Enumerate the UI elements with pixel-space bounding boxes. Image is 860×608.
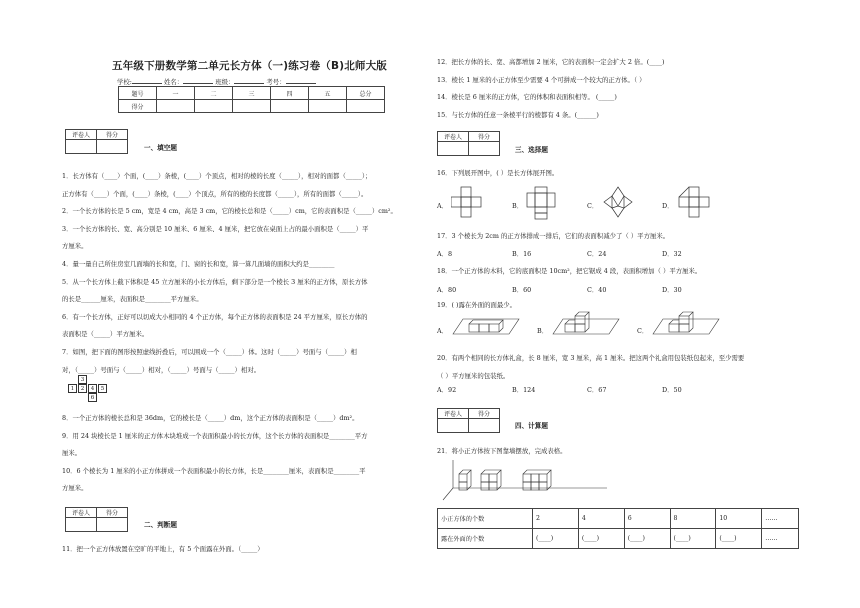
option-label[interactable]: B．16 (512, 250, 532, 258)
option-label[interactable]: B． (512, 202, 524, 210)
question-line: 厘米。 (62, 449, 82, 458)
question-line: 6．有一个长方体，正好可以切成大小相同的 4 个正方体，每个正方体的表面积是 24 平方厘米，原长方体的 (62, 312, 368, 321)
cube-stack-b (551, 306, 621, 336)
option-label[interactable]: C． (587, 202, 599, 210)
net-face: 3 (78, 375, 87, 384)
result-cell: …… (762, 529, 799, 549)
exam-no-label: 考号： (266, 78, 286, 86)
question-line: （ ）平方厘米的包装纸。 (437, 371, 510, 380)
question-line: 14．棱长是 6 厘米的正方体，它的体积和表面积相等。 (_____) (437, 93, 617, 102)
option-label[interactable]: D． (662, 202, 674, 210)
cube-net-diagram (68, 375, 128, 415)
score-cell: 二 (195, 87, 233, 100)
section-heading: 一、填空题 (144, 144, 177, 152)
result-cell: 6 (624, 509, 670, 529)
option-label[interactable]: A．8 (437, 250, 453, 258)
question-line: 21．将小正方体按下图靠墙摆放，完成表格。 (437, 447, 567, 455)
score-label: 得分 (97, 130, 128, 140)
header-fields (117, 77, 377, 86)
question-line: 表面积是（_____）平方厘米。 (62, 330, 149, 339)
exam-no-field[interactable] (286, 83, 316, 84)
fill-questions (62, 168, 397, 379)
class-field[interactable] (234, 83, 264, 84)
grader-label: 评卷人 (438, 409, 469, 419)
score-cell: 题号 (119, 87, 157, 100)
score-cell: 四 (271, 87, 309, 100)
option-label[interactable]: C． (637, 327, 649, 335)
grader-box (65, 129, 128, 154)
grader-box (65, 507, 128, 532)
option-label[interactable]: B．124 (512, 386, 536, 394)
option-label[interactable]: A． (437, 327, 449, 335)
net-face: 2 (78, 384, 87, 393)
option-label[interactable]: D．30 (662, 286, 682, 294)
net-face: 1 (68, 384, 77, 393)
cube-stack-c (651, 306, 721, 336)
net-figure-c (603, 186, 633, 218)
grader-label: 评卷人 (66, 130, 97, 140)
page-title: 五年级下册数学第二单元长方体（一)练习卷（B)北师大版 (112, 60, 387, 72)
grader-input[interactable] (66, 518, 97, 532)
score-cell[interactable] (347, 100, 385, 113)
answer-blank[interactable]: (____) (716, 529, 762, 549)
option-label[interactable]: D．50 (662, 386, 682, 394)
result-cell: 4 (578, 509, 624, 529)
option-label[interactable]: A．80 (437, 286, 457, 294)
option-label[interactable]: A． (437, 202, 449, 210)
question-line: 3．一个长方体的长、宽、高分别是 10 厘米、6 厘米、4 厘米，把它放在桌面上占的最小面积是（_____）平 (62, 224, 369, 233)
net-figure-b (525, 186, 565, 220)
answer-blank[interactable]: (____) (624, 529, 670, 549)
question-line: 2．一个长方体的长是 5 cm，宽是 4 cm，高是 3 cm，它的棱长总和是（_____）cm，它的表面积是（_____）cm²。 (62, 207, 397, 216)
cubes-against-wall (441, 458, 609, 502)
score-cell[interactable] (309, 100, 347, 113)
section-heading: 三、选择题 (515, 146, 548, 154)
score-cell: 三 (233, 87, 271, 100)
grader-input[interactable] (438, 419, 469, 433)
result-cell: 8 (670, 509, 716, 529)
score-input[interactable] (469, 419, 500, 433)
score-input[interactable] (469, 142, 500, 156)
question-line: 8．一个正方体的棱长总和是 36dm，它的棱长是（_____）dm，这个正方体的表面积是（_____）dm²。 (62, 414, 359, 422)
net-face: 4 (88, 384, 97, 393)
section-heading: 二、判断题 (144, 521, 177, 529)
score-cell[interactable] (195, 100, 233, 113)
question-line: 正方体有（____）个面，(____）条棱，(____）个顶点，所有的棱的长度都（_____），所有的面都（_____）。 (62, 189, 368, 198)
option-label[interactable]: C．40 (587, 286, 607, 294)
question-line: 13．棱长 1 厘米的小正方体至少需要 4 个可拼成一个较大的正方体。（ ） (437, 75, 646, 84)
option-label[interactable]: B．60 (512, 286, 532, 294)
grader-label: 评卷人 (438, 132, 469, 142)
score-input[interactable] (97, 518, 128, 532)
result-cell: 露在外面的个数 (438, 529, 533, 549)
answer-blank[interactable]: (____) (578, 529, 624, 549)
score-table (118, 86, 385, 113)
answer-blank[interactable]: (____) (533, 529, 579, 549)
question-line: 4．量一量自己所住房室几面墙的长和宽，门、窗的长和宽，算一算几面墙的面积大约是________ (62, 259, 335, 268)
score-table-header-row (119, 87, 385, 100)
grader-label: 评卷人 (66, 508, 97, 518)
question-line: 19．( )露在外面的面最少。 (437, 301, 517, 309)
class-label: 班级： (215, 78, 235, 86)
school-label: 学校: (117, 78, 132, 86)
school-field[interactable] (132, 83, 162, 84)
option-label[interactable]: B． (537, 327, 549, 335)
option-label[interactable]: D．32 (662, 250, 682, 258)
question-line: 12．把长方体的长、宽、高都增加 2 厘米，它的表面积一定会扩大 2 倍。(____) (437, 58, 665, 66)
net-figure-d (677, 186, 711, 218)
question-line: 10．6 个棱长为 1 厘米的小正方体拼成一个表面积最小的长方体，长是________厘米，表面积是________平 (62, 466, 366, 475)
question-line: 方厘米。 (62, 242, 88, 251)
score-label: 得分 (469, 409, 500, 419)
cube-stack-a (451, 314, 521, 336)
question-line: 方厘米。 (62, 484, 88, 493)
option-label[interactable]: C．67 (587, 386, 607, 394)
score-cell[interactable] (233, 100, 271, 113)
score-cell: 一 (157, 87, 195, 100)
score-label: 得分 (97, 508, 128, 518)
question-line: 5．从一个长方体上截下体积是 45 立方厘米的小长方体后，剩下部分是一个棱长 3 厘米的正方体，原长方体 (62, 277, 368, 286)
q20-block (437, 350, 744, 385)
grader-box (437, 131, 500, 156)
result-row-exposed (438, 529, 799, 549)
score-cell: 得分 (119, 100, 157, 113)
score-cell: 总分 (347, 87, 385, 100)
section-heading: 四、计算题 (515, 422, 548, 430)
score-cell[interactable] (157, 100, 195, 113)
judge-questions (437, 54, 664, 124)
grader-input[interactable] (438, 142, 469, 156)
question-line: 18．一个正方体的木料，它的底面积是 10cm²，把它锯成 4 段，表面积增加（ ）平方厘米。 (437, 267, 702, 275)
question-line: 17．3 个棱长为 2cm 的正方体排成一排后，它们的表面积减少了（ ）平方厘米。 (437, 232, 670, 240)
question-line: 20．有两个相同的长方体礼盒，长 8 厘米，宽 3 厘米，高 1 厘米。把这两个礼盒用包装纸包起来，至少需要 (437, 354, 745, 362)
net-figure-a (451, 186, 491, 220)
question-line: 1．长方体有（____）个面，(____）条棱，(____）个顶点，相对的棱的长度（_____），相对的面都（_____）； (62, 172, 372, 180)
option-label[interactable]: A．92 (437, 386, 457, 394)
result-cell: 10 (716, 509, 762, 529)
score-cell[interactable] (271, 100, 309, 113)
grader-box (437, 408, 500, 433)
result-row-count (438, 509, 799, 529)
score-cell: 五 (309, 87, 347, 100)
question-line: 的长是______厘米，表面积是________平方厘米。 (62, 295, 203, 304)
question-line: 7．如图，把下面的图形按照虚线折叠后，可以围成一个（_____）体。这时（_____）号面与（_____）相 (62, 347, 357, 356)
option-label[interactable]: C．24 (587, 250, 607, 258)
question-line: 9．用 24 块棱长是 1 厘米的正方体木块堆成一个表面积最小的长方体，这个长方体的表面积是________平方 (62, 431, 368, 440)
score-label: 得分 (469, 132, 500, 142)
result-cell: …… (762, 509, 799, 529)
net-face: 6 (88, 393, 97, 402)
question-line: 对，（_____）号面与（_____）相对，（_____）号面与（_____）相对。 (62, 365, 261, 374)
score-input[interactable] (97, 140, 128, 154)
net-face: 5 (98, 384, 107, 393)
name-field[interactable] (183, 83, 213, 84)
name-label: 姓名： (163, 78, 184, 86)
grader-input[interactable] (66, 140, 97, 154)
answer-blank[interactable]: (____) (670, 529, 716, 549)
result-table (437, 508, 799, 549)
result-cell: 小正方体的个数 (438, 509, 533, 529)
question-line: 15．与长方体的任意一条棱平行的棱都有 4 条。(______) (437, 110, 599, 119)
question-line: 16．下列展开图中，( ）是长方体展开图。 (437, 169, 559, 177)
result-cell: 2 (533, 509, 579, 529)
score-table-score-row (119, 100, 385, 113)
question-line: 11．把一个正方体放置在空旷的平地上，有 5 个面露在外面。（_____） (62, 545, 264, 553)
fill-questions-cont (62, 410, 368, 498)
